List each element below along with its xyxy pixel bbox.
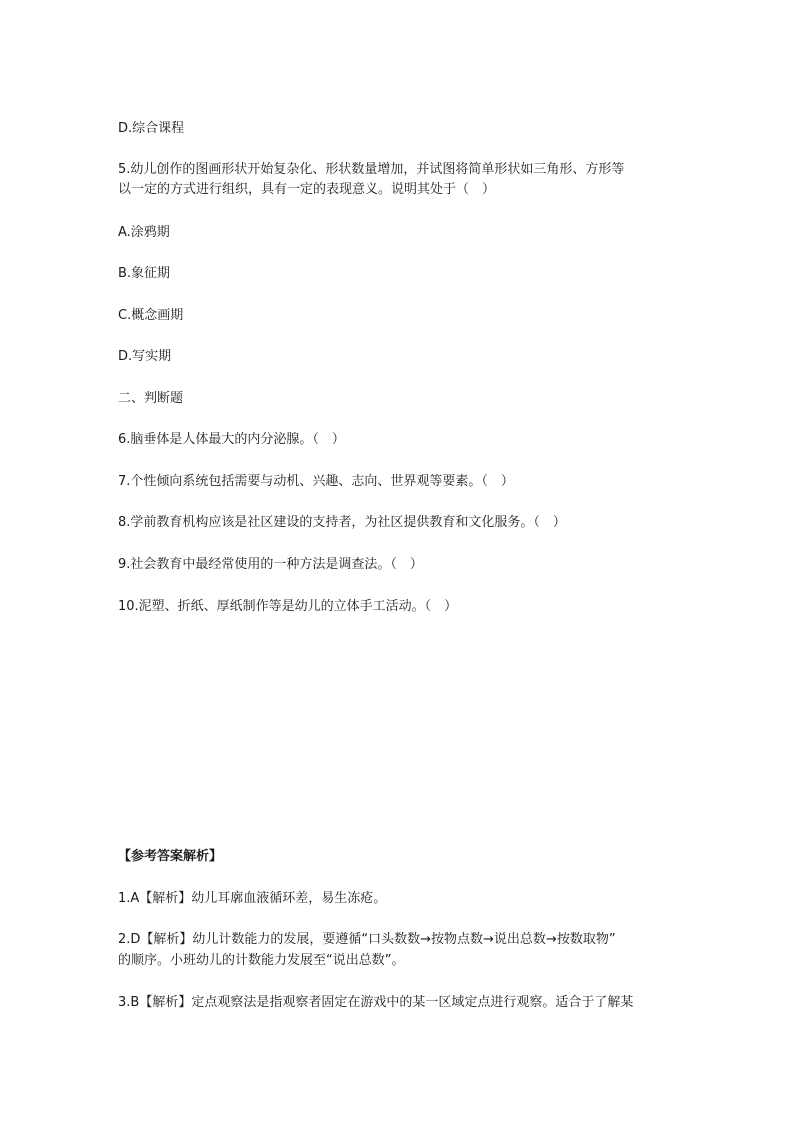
- answer-3-line-1: 3.B【解析】定点观察法是指观察者固定在游戏中的某一区域定点进行观察。适合于了解某: [118, 995, 634, 1010]
- judgment-item: 9.社会教育中最经常使用的一种方法是调查法。（ ）: [118, 557, 423, 572]
- judgment-item: 6.脑垂体是人体最大的内分泌腺。（ ）: [118, 432, 345, 447]
- q5-option-b: B.象征期: [118, 266, 171, 281]
- q4-option-d: D.综合课程: [118, 121, 185, 136]
- judgment-item: 10.泥塑、折纸、厚纸制作等是幼儿的立体手工活动。（ ）: [118, 599, 458, 614]
- answer-2-line-2: 的顺序。小班幼儿的计数能力发展至“说出总数”。: [118, 953, 405, 968]
- section-title: 二、判断题: [118, 391, 184, 406]
- answer-2-line-1: 2.D【解析】幼儿计数能力的发展，要遵循“口头数数→按物点数→说出总数→按数取物”: [118, 932, 616, 947]
- q5-option-d: D.写实期: [118, 349, 172, 364]
- answers-heading: 【参考答案解析】: [118, 849, 223, 864]
- answer-1: 1.A【解析】幼儿耳廓血液循环差，易生冻疮。: [118, 891, 387, 906]
- q5-option-c: C.概念画期: [118, 308, 184, 323]
- judgment-item: 7.个性倾向系统包括需要与动机、兴趣、志向、世界观等要素。（ ）: [118, 474, 514, 489]
- q5-stem-line-1: 5.幼儿创作的图画形状开始复杂化、形状数量增加，并试图将简单形状如三角形、方形等: [118, 162, 625, 177]
- q5-option-a: A.涂鸦期: [118, 225, 170, 240]
- q5-stem-line-2: 以一定的方式进行组织，具有一定的表现意义。说明其处于（ ）: [118, 182, 496, 197]
- judgment-item: 8.学前教育机构应该是社区建设的支持者，为社区提供教育和文化服务。（ ）: [118, 515, 566, 530]
